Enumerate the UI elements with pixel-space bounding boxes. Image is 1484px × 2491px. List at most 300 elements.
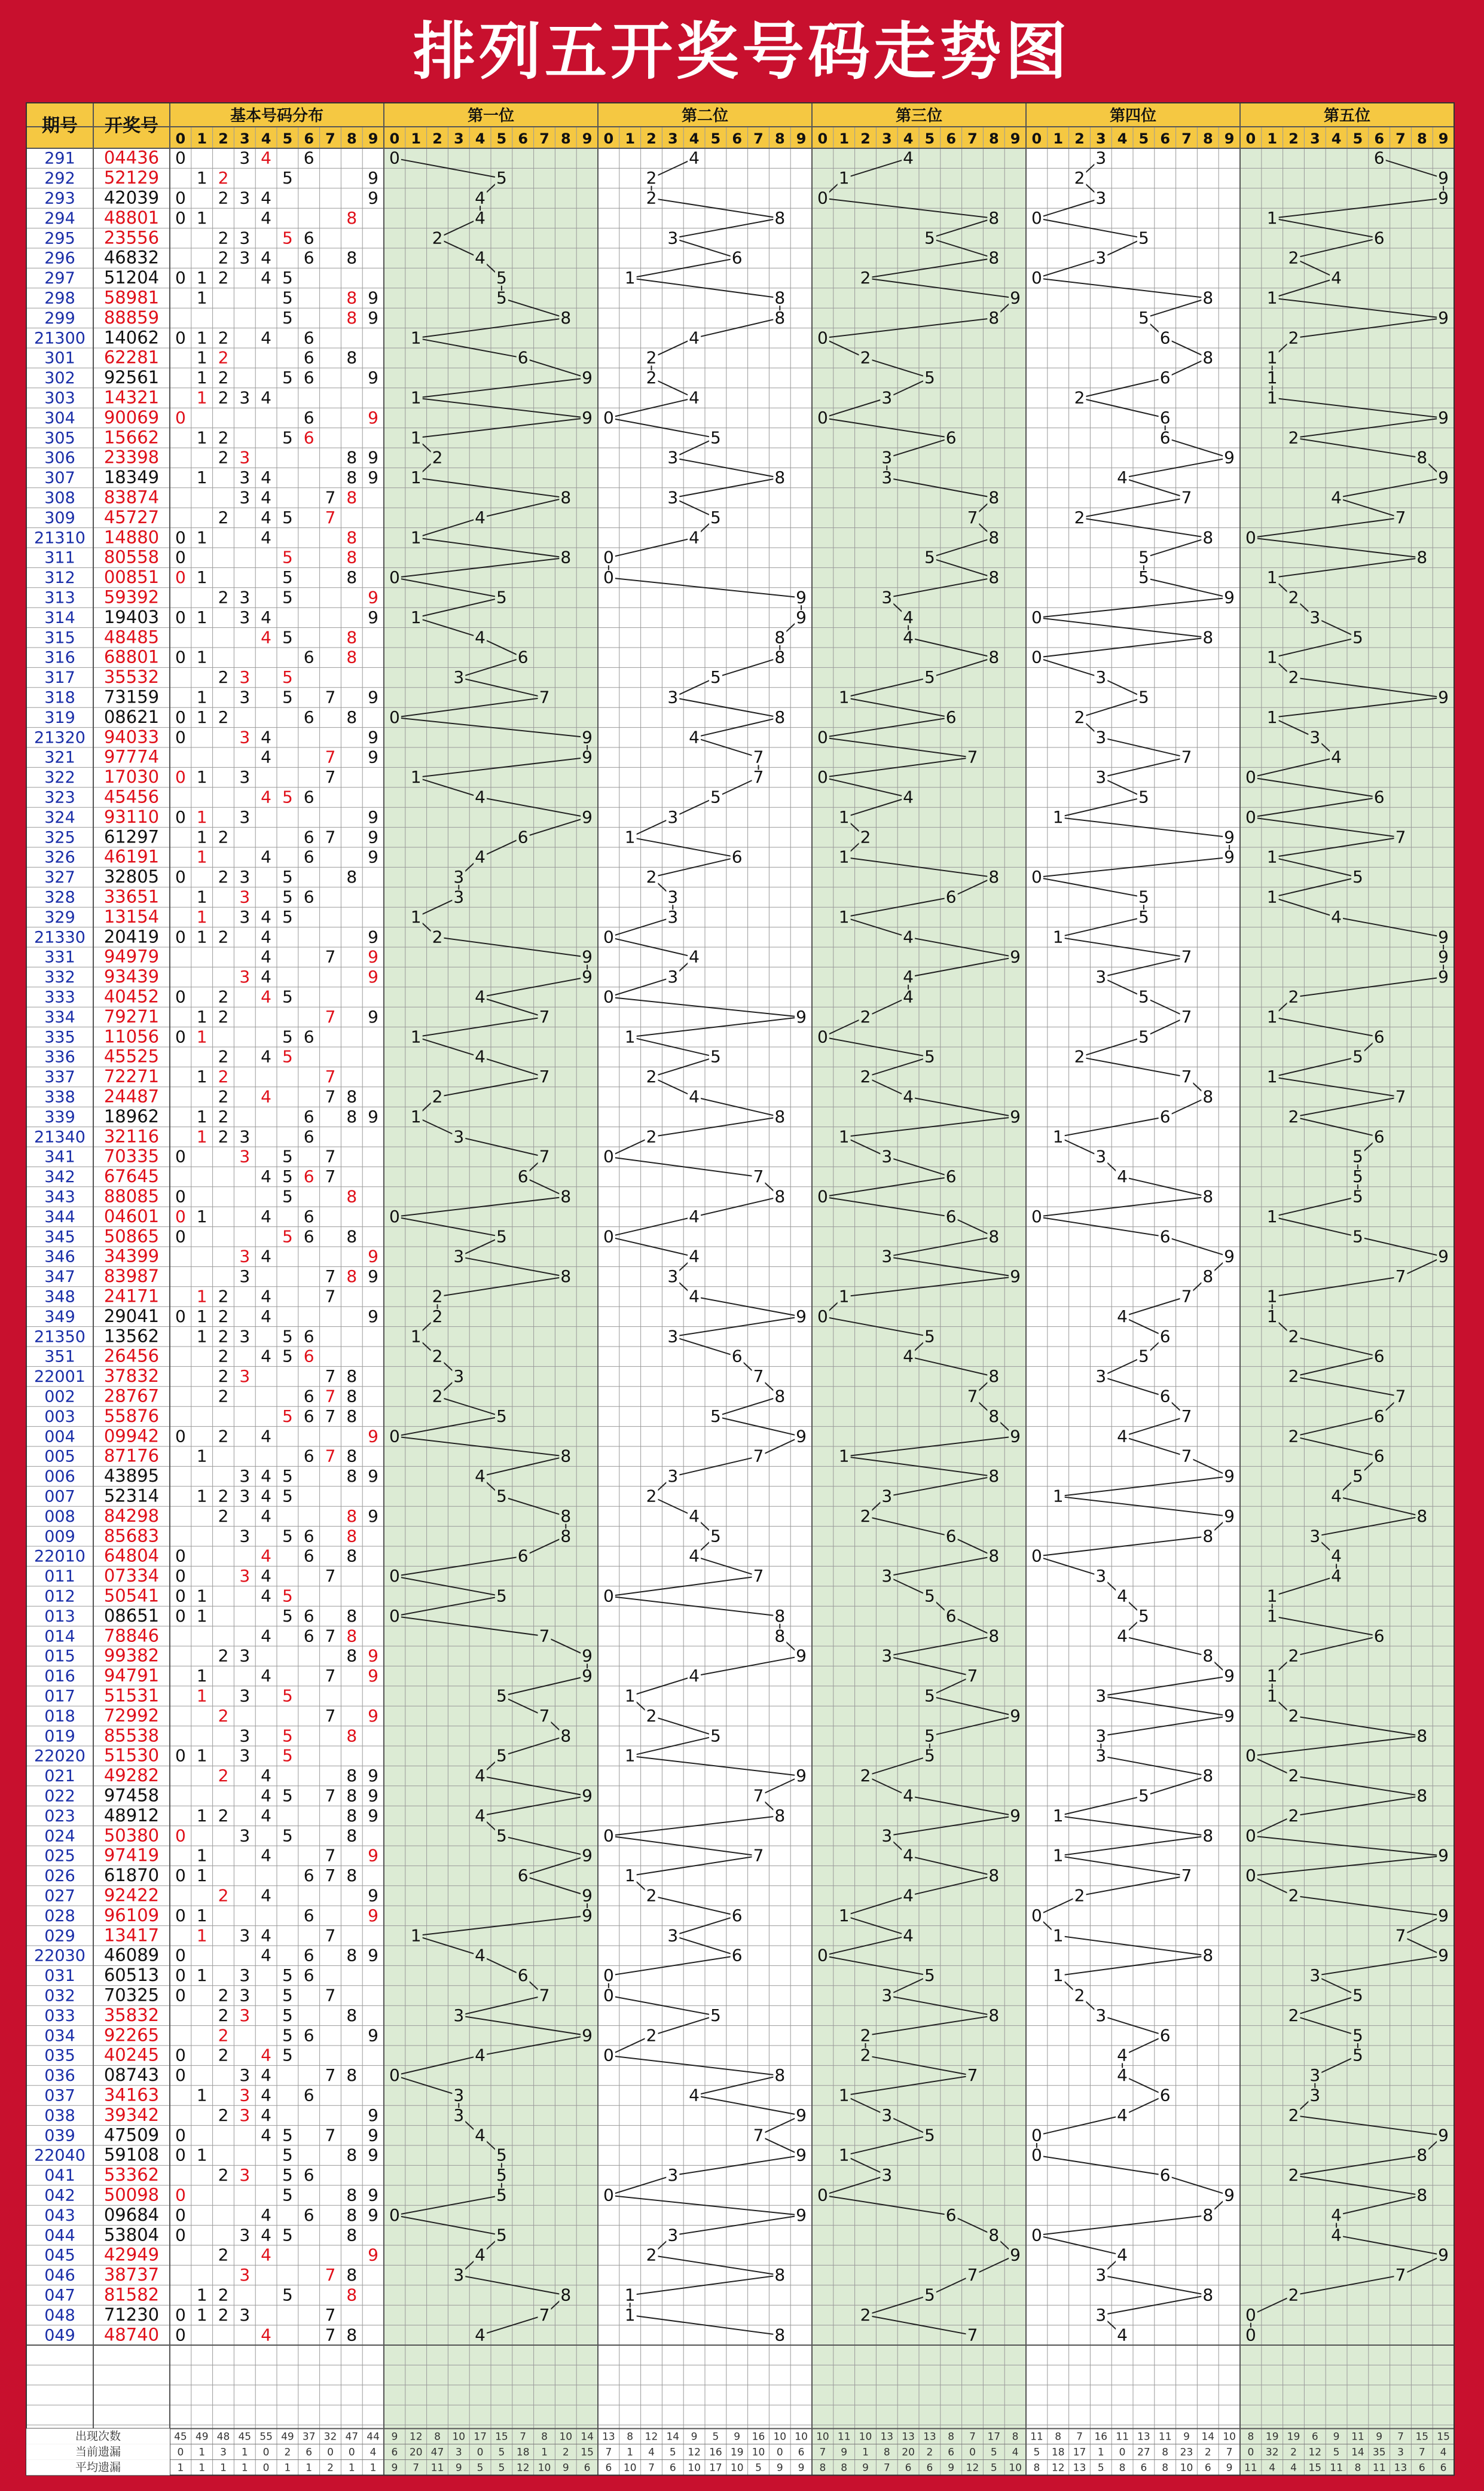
position-mark: 5 bbox=[924, 667, 935, 688]
header-digit: 3 bbox=[453, 130, 464, 147]
position-mark: 4 bbox=[903, 987, 914, 1007]
position-mark: 4 bbox=[689, 1206, 700, 1226]
position-mark: 8 bbox=[774, 207, 786, 228]
draw-number: 00851 bbox=[103, 567, 160, 588]
position-mark: 3 bbox=[667, 2225, 679, 2245]
position-mark: 3 bbox=[1095, 2005, 1107, 2025]
distribution-mark: 3 bbox=[239, 1646, 251, 1666]
distribution-mark: 9 bbox=[368, 1266, 379, 1287]
distribution-mark: 1 bbox=[196, 847, 207, 867]
position-mark: 0 bbox=[817, 1306, 828, 1326]
position-mark: 1 bbox=[1266, 347, 1278, 368]
header-digit: 8 bbox=[346, 130, 357, 147]
stats-value: 8 bbox=[1119, 2462, 1126, 2474]
distribution-mark: 9 bbox=[368, 168, 379, 188]
position-mark: 0 bbox=[817, 1945, 828, 1965]
distribution-mark: 0 bbox=[175, 1226, 186, 1247]
distribution-mark: 5 bbox=[282, 1586, 293, 1606]
position-mark: 6 bbox=[1159, 368, 1171, 388]
header-digit: 9 bbox=[368, 130, 378, 147]
position-mark: 9 bbox=[1438, 927, 1449, 947]
distribution-mark: 0 bbox=[175, 1965, 186, 1986]
stats-value: 6 bbox=[1311, 2431, 1318, 2443]
stats-value: 5 bbox=[1097, 2462, 1104, 2474]
distribution-mark: 4 bbox=[261, 1546, 272, 1566]
distribution-mark: 3 bbox=[239, 1466, 251, 1486]
header-period: 期号 bbox=[42, 115, 78, 136]
position-mark: 2 bbox=[646, 2245, 657, 2265]
draw-number: 23398 bbox=[103, 447, 160, 468]
distribution-mark: 8 bbox=[346, 1386, 358, 1406]
position-mark: 7 bbox=[1395, 1266, 1406, 1287]
stats-value: 7 bbox=[819, 2446, 826, 2459]
position-mark: 6 bbox=[945, 707, 957, 727]
draw-number: 46191 bbox=[103, 846, 160, 867]
position-mark: 3 bbox=[1095, 667, 1107, 688]
distribution-mark: 8 bbox=[346, 647, 358, 667]
position-mark: 2 bbox=[432, 1386, 443, 1406]
position-mark: 9 bbox=[796, 2105, 807, 2125]
distribution-mark: 5 bbox=[282, 2005, 293, 2025]
distribution-mark: 0 bbox=[175, 1825, 186, 1846]
distribution-mark: 1 bbox=[196, 807, 207, 827]
stats-value: 11 bbox=[1372, 2462, 1386, 2474]
position-mark: 3 bbox=[453, 1127, 465, 1147]
distribution-mark: 4 bbox=[261, 847, 272, 867]
distribution-mark: 5 bbox=[282, 368, 293, 388]
distribution-mark: 1 bbox=[196, 468, 207, 488]
position-mark: 4 bbox=[1117, 1586, 1128, 1606]
position-mark: 7 bbox=[1395, 507, 1406, 527]
position-mark: 5 bbox=[496, 1745, 507, 1766]
distribution-mark: 4 bbox=[261, 1586, 272, 1606]
stats-value: 0 bbox=[262, 2462, 270, 2474]
distribution-mark: 2 bbox=[218, 387, 229, 408]
position-mark: 4 bbox=[903, 1346, 914, 1366]
distribution-mark: 3 bbox=[239, 867, 251, 887]
stats-value: 9 bbox=[1226, 2462, 1233, 2474]
draw-number: 80558 bbox=[103, 547, 160, 567]
position-mark: 6 bbox=[945, 1167, 957, 1187]
draw-number: 94033 bbox=[103, 726, 160, 747]
period-label: 328 bbox=[44, 888, 75, 907]
position-mark: 4 bbox=[689, 727, 700, 747]
period-label: 299 bbox=[44, 309, 75, 328]
position-mark: 8 bbox=[988, 527, 1000, 548]
position-mark: 8 bbox=[774, 307, 786, 328]
position-mark: 2 bbox=[646, 2025, 657, 2046]
distribution-mark: 9 bbox=[368, 1466, 379, 1486]
position-mark: 6 bbox=[1159, 1226, 1171, 1247]
distribution-mark: 1 bbox=[196, 1286, 207, 1306]
position-mark: 4 bbox=[475, 248, 486, 268]
stats-value: 8 bbox=[1247, 2431, 1254, 2443]
position-mark: 2 bbox=[1074, 507, 1085, 527]
draw-number: 45456 bbox=[103, 786, 160, 807]
position-mark: 0 bbox=[603, 1825, 614, 1846]
distribution-mark: 1 bbox=[196, 647, 207, 667]
stats-value: 10 bbox=[1223, 2431, 1236, 2443]
distribution-mark: 8 bbox=[346, 1526, 358, 1546]
distribution-mark: 9 bbox=[368, 1506, 379, 1526]
position-mark: 8 bbox=[560, 1186, 572, 1207]
position-mark: 5 bbox=[1352, 2045, 1363, 2065]
period-label: 302 bbox=[44, 369, 75, 388]
position-mark: 3 bbox=[453, 1366, 465, 1387]
position-mark: 3 bbox=[667, 807, 679, 827]
position-mark: 2 bbox=[860, 268, 871, 288]
position-mark: 9 bbox=[582, 1666, 593, 1686]
draw-number: 92561 bbox=[103, 367, 160, 388]
position-mark: 6 bbox=[1159, 2025, 1171, 2046]
position-mark: 2 bbox=[1288, 428, 1299, 448]
period-label: 326 bbox=[44, 848, 75, 867]
position-mark: 3 bbox=[1095, 1686, 1107, 1706]
header-digit: 6 bbox=[732, 130, 743, 147]
distribution-mark: 7 bbox=[325, 1785, 336, 1806]
period-label: 005 bbox=[44, 1447, 75, 1466]
distribution-mark: 8 bbox=[346, 547, 358, 567]
stats-value: 9 bbox=[391, 2462, 398, 2474]
stats-value: 5 bbox=[498, 2462, 505, 2474]
position-mark: 1 bbox=[1266, 368, 1278, 388]
distribution-mark: 9 bbox=[368, 368, 379, 388]
distribution-mark: 9 bbox=[368, 1426, 379, 1446]
position-mark: 6 bbox=[1373, 1626, 1385, 1646]
distribution-mark: 2 bbox=[218, 587, 229, 608]
distribution-mark: 2 bbox=[218, 2165, 229, 2185]
period-label: 297 bbox=[44, 269, 75, 288]
position-mark: 1 bbox=[1266, 1286, 1278, 1306]
position-mark: 8 bbox=[988, 1546, 1000, 1566]
position-mark: 6 bbox=[1159, 328, 1171, 348]
position-mark: 4 bbox=[1331, 1566, 1342, 1586]
position-mark: 8 bbox=[774, 1186, 786, 1207]
position-mark: 9 bbox=[1438, 2245, 1449, 2265]
draw-number: 85538 bbox=[103, 1725, 160, 1746]
position-mark: 0 bbox=[1031, 2225, 1042, 2245]
position-mark: 9 bbox=[1438, 947, 1449, 967]
draw-number: 42949 bbox=[103, 2244, 160, 2265]
distribution-mark: 9 bbox=[368, 1905, 379, 1925]
position-mark: 4 bbox=[689, 1286, 700, 1306]
draw-number: 08743 bbox=[103, 2065, 160, 2086]
position-mark: 5 bbox=[924, 368, 935, 388]
distribution-mark: 4 bbox=[261, 2085, 272, 2105]
position-mark: 1 bbox=[1266, 887, 1278, 907]
position-mark: 4 bbox=[1117, 468, 1128, 488]
position-mark: 2 bbox=[646, 347, 657, 368]
position-mark: 7 bbox=[1395, 1925, 1406, 1946]
stats-value: 9 bbox=[1376, 2431, 1383, 2443]
stats-value: 8 bbox=[541, 2431, 548, 2443]
distribution-mark: 3 bbox=[239, 2225, 251, 2245]
position-mark: 1 bbox=[838, 2145, 850, 2165]
stats-label: 平均遗漏 bbox=[75, 2461, 121, 2474]
position-mark: 8 bbox=[988, 248, 1000, 268]
distribution-mark: 3 bbox=[239, 906, 251, 927]
distribution-mark: 7 bbox=[325, 1086, 336, 1107]
distribution-mark: 8 bbox=[346, 1605, 358, 1626]
distribution-mark: 5 bbox=[282, 547, 293, 567]
stats-value: 1 bbox=[284, 2462, 291, 2474]
distribution-mark: 3 bbox=[239, 387, 251, 408]
position-mark: 8 bbox=[560, 1266, 572, 1287]
position-mark: 3 bbox=[1309, 727, 1321, 747]
distribution-mark: 4 bbox=[261, 1306, 272, 1326]
stats-value: 10 bbox=[816, 2431, 829, 2443]
stats-value: 0 bbox=[327, 2446, 334, 2459]
stats-value: 6 bbox=[1140, 2462, 1147, 2474]
position-mark: 5 bbox=[1352, 2025, 1363, 2046]
position-mark: 1 bbox=[838, 1286, 850, 1306]
stats-value: 17 bbox=[1073, 2446, 1086, 2459]
position-mark: 8 bbox=[988, 487, 1000, 508]
position-mark: 5 bbox=[496, 1406, 507, 1426]
position-mark: 8 bbox=[988, 307, 1000, 328]
distribution-mark: 5 bbox=[282, 168, 293, 188]
stats-value: 15 bbox=[581, 2446, 594, 2459]
distribution-mark: 7 bbox=[325, 1406, 336, 1426]
position-mark: 0 bbox=[603, 407, 614, 428]
stats-value: 11 bbox=[1244, 2462, 1257, 2474]
stats-value: 5 bbox=[755, 2462, 762, 2474]
distribution-mark: 4 bbox=[261, 2125, 272, 2145]
distribution-mark: 0 bbox=[175, 1186, 186, 1207]
position-mark: 0 bbox=[817, 328, 828, 348]
position-mark: 8 bbox=[1202, 1266, 1214, 1287]
position-mark: 9 bbox=[796, 1646, 807, 1666]
distribution-mark: 8 bbox=[346, 1086, 358, 1107]
distribution-mark: 4 bbox=[261, 1046, 272, 1067]
header-digit: 8 bbox=[1416, 130, 1427, 147]
distribution-mark: 8 bbox=[346, 527, 358, 548]
period-label: 338 bbox=[44, 1088, 75, 1107]
stats-value: 5 bbox=[1333, 2446, 1340, 2459]
position-mark: 2 bbox=[860, 1506, 871, 1526]
draw-number: 14062 bbox=[103, 327, 160, 348]
draw-number: 48912 bbox=[103, 1805, 160, 1825]
position-mark: 0 bbox=[1245, 2325, 1256, 2345]
distribution-mark: 2 bbox=[218, 1366, 229, 1387]
position-mark: 7 bbox=[539, 1985, 550, 2005]
period-label: 293 bbox=[44, 189, 75, 208]
position-mark: 0 bbox=[1031, 1905, 1042, 1925]
position-mark: 1 bbox=[1266, 1605, 1278, 1626]
period-label: 026 bbox=[44, 1867, 75, 1886]
header-digit: 5 bbox=[924, 130, 935, 147]
distribution-mark: 5 bbox=[282, 2125, 293, 2145]
period-label: 046 bbox=[44, 2266, 75, 2285]
distribution-mark: 5 bbox=[282, 787, 293, 807]
distribution-mark: 0 bbox=[175, 148, 186, 168]
distribution-mark: 8 bbox=[346, 567, 358, 588]
position-mark: 8 bbox=[1416, 1785, 1428, 1806]
position-mark: 2 bbox=[1074, 707, 1085, 727]
position-mark: 0 bbox=[603, 1226, 614, 1247]
position-mark: 4 bbox=[903, 927, 914, 947]
position-mark: 3 bbox=[667, 967, 679, 987]
position-mark: 3 bbox=[667, 906, 679, 927]
distribution-mark: 7 bbox=[325, 2325, 336, 2345]
position-mark: 9 bbox=[1224, 1466, 1235, 1486]
position-mark: 8 bbox=[774, 2265, 786, 2285]
stats-value: 15 bbox=[495, 2431, 508, 2443]
position-mark: 3 bbox=[881, 2165, 893, 2185]
position-mark: 5 bbox=[496, 2145, 507, 2165]
position-mark: 1 bbox=[410, 328, 422, 348]
distribution-mark: 5 bbox=[282, 1146, 293, 1167]
position-mark: 5 bbox=[924, 1726, 935, 1746]
distribution-mark: 6 bbox=[303, 2025, 314, 2046]
distribution-mark: 4 bbox=[261, 1666, 272, 1686]
distribution-mark: 5 bbox=[282, 2045, 293, 2065]
position-mark: 1 bbox=[838, 1905, 850, 1925]
distribution-mark: 2 bbox=[218, 1705, 229, 1726]
position-mark: 0 bbox=[389, 1566, 400, 1586]
position-mark: 2 bbox=[1288, 1366, 1299, 1387]
position-mark: 2 bbox=[1074, 1046, 1085, 1067]
stats-value: 13 bbox=[1394, 2462, 1407, 2474]
stats-value: 2 bbox=[284, 2446, 291, 2459]
position-mark: 3 bbox=[881, 1246, 893, 1266]
distribution-mark: 2 bbox=[218, 1426, 229, 1446]
position-mark: 4 bbox=[475, 787, 486, 807]
position-mark: 5 bbox=[924, 1745, 935, 1766]
distribution-mark: 0 bbox=[175, 1426, 186, 1446]
stats-value: 9 bbox=[562, 2462, 569, 2474]
stats-value: 13 bbox=[1073, 2462, 1086, 2474]
distribution-mark: 3 bbox=[239, 1266, 251, 1287]
draw-number: 48801 bbox=[103, 207, 160, 228]
distribution-mark: 9 bbox=[368, 947, 379, 967]
position-mark: 1 bbox=[410, 468, 422, 488]
position-mark: 4 bbox=[689, 1086, 700, 1107]
distribution-mark: 0 bbox=[175, 987, 186, 1007]
draw-number: 11056 bbox=[103, 1026, 160, 1047]
position-mark: 0 bbox=[1245, 1745, 1256, 1766]
stats-value: 4 bbox=[1290, 2462, 1297, 2474]
distribution-mark: 0 bbox=[175, 2125, 186, 2145]
distribution-mark: 4 bbox=[261, 2225, 272, 2245]
period-label: 21350 bbox=[34, 1327, 86, 1347]
position-mark: 0 bbox=[1031, 607, 1042, 627]
stats-value: 6 bbox=[905, 2462, 912, 2474]
distribution-mark: 3 bbox=[239, 587, 251, 608]
stats-value: 10 bbox=[538, 2462, 551, 2474]
distribution-mark: 9 bbox=[368, 687, 379, 707]
position-mark: 9 bbox=[1010, 947, 1021, 967]
draw-number: 42039 bbox=[103, 187, 160, 208]
distribution-mark: 2 bbox=[218, 987, 229, 1007]
distribution-mark: 1 bbox=[196, 1027, 207, 1047]
stats-value: 23 bbox=[1180, 2446, 1193, 2459]
position-mark: 5 bbox=[1352, 1046, 1363, 1067]
position-mark: 4 bbox=[475, 2325, 486, 2345]
header-digit: 1 bbox=[197, 130, 207, 147]
position-mark: 2 bbox=[646, 1127, 657, 1147]
position-mark: 5 bbox=[710, 667, 721, 688]
distribution-mark: 3 bbox=[239, 1146, 251, 1167]
position-mark: 5 bbox=[924, 2285, 935, 2305]
distribution-mark: 7 bbox=[325, 2125, 336, 2145]
distribution-mark: 5 bbox=[282, 1605, 293, 1626]
distribution-mark: 7 bbox=[325, 1366, 336, 1387]
position-mark: 8 bbox=[1202, 1825, 1214, 1846]
distribution-mark: 6 bbox=[303, 1526, 314, 1546]
distribution-mark: 7 bbox=[325, 1925, 336, 1946]
draw-number: 53362 bbox=[103, 2165, 160, 2185]
stats-value: 10 bbox=[688, 2462, 701, 2474]
distribution-mark: 1 bbox=[196, 2085, 207, 2105]
position-mark: 2 bbox=[1288, 667, 1299, 688]
distribution-mark: 3 bbox=[239, 487, 251, 508]
stats-label: 出现次数 bbox=[75, 2429, 121, 2443]
distribution-mark: 8 bbox=[346, 2205, 358, 2225]
position-mark: 2 bbox=[1288, 2285, 1299, 2305]
draw-number: 13562 bbox=[103, 1326, 160, 1347]
distribution-mark: 0 bbox=[175, 1945, 186, 1965]
position-mark: 8 bbox=[1202, 1945, 1214, 1965]
position-mark: 8 bbox=[988, 1866, 1000, 1886]
stats-value: 12 bbox=[1051, 2462, 1065, 2474]
position-mark: 3 bbox=[881, 2105, 893, 2125]
draw-number: 17030 bbox=[103, 767, 160, 787]
stats-value: 15 bbox=[1437, 2431, 1450, 2443]
distribution-mark: 4 bbox=[261, 248, 272, 268]
position-mark: 8 bbox=[988, 2005, 1000, 2025]
position-mark: 0 bbox=[389, 1605, 400, 1626]
distribution-mark: 6 bbox=[303, 248, 314, 268]
draw-number: 35832 bbox=[103, 2004, 160, 2025]
position-mark: 2 bbox=[860, 2304, 871, 2325]
position-mark: 1 bbox=[624, 1745, 636, 1766]
distribution-mark: 2 bbox=[218, 2285, 229, 2305]
distribution-mark: 3 bbox=[239, 468, 251, 488]
period-label: 048 bbox=[44, 2306, 75, 2325]
period-label: 319 bbox=[44, 708, 75, 727]
stats-value: 8 bbox=[1162, 2446, 1169, 2459]
position-mark: 3 bbox=[453, 2085, 465, 2105]
distribution-mark: 1 bbox=[196, 1127, 207, 1147]
period-label: 008 bbox=[44, 1507, 75, 1526]
position-mark: 5 bbox=[496, 1226, 507, 1247]
header-digit: 7 bbox=[539, 130, 549, 147]
distribution-mark: 5 bbox=[282, 1466, 293, 1486]
period-label: 325 bbox=[44, 828, 75, 847]
position-mark: 2 bbox=[1288, 1646, 1299, 1666]
position-mark: 8 bbox=[988, 1226, 1000, 1247]
position-mark: 5 bbox=[496, 2225, 507, 2245]
stats-value: 19 bbox=[730, 2446, 744, 2459]
distribution-mark: 7 bbox=[325, 1006, 336, 1027]
draw-number: 93110 bbox=[103, 806, 160, 827]
distribution-mark: 0 bbox=[175, 1985, 186, 2005]
header-digit: 0 bbox=[389, 130, 400, 147]
header-position-2: 第二位 bbox=[681, 107, 729, 125]
position-mark: 0 bbox=[389, 707, 400, 727]
distribution-mark: 4 bbox=[261, 747, 272, 767]
distribution-mark: 2 bbox=[218, 1326, 229, 1347]
position-mark: 2 bbox=[1288, 587, 1299, 608]
stats-value: 17 bbox=[987, 2431, 1001, 2443]
period-label: 045 bbox=[44, 2246, 75, 2265]
position-mark: 2 bbox=[646, 1885, 657, 1906]
stats-value: 9 bbox=[455, 2462, 462, 2474]
position-mark: 9 bbox=[1438, 1246, 1449, 1266]
draw-number: 20419 bbox=[103, 926, 160, 947]
stats-value: 27 bbox=[1137, 2446, 1150, 2459]
